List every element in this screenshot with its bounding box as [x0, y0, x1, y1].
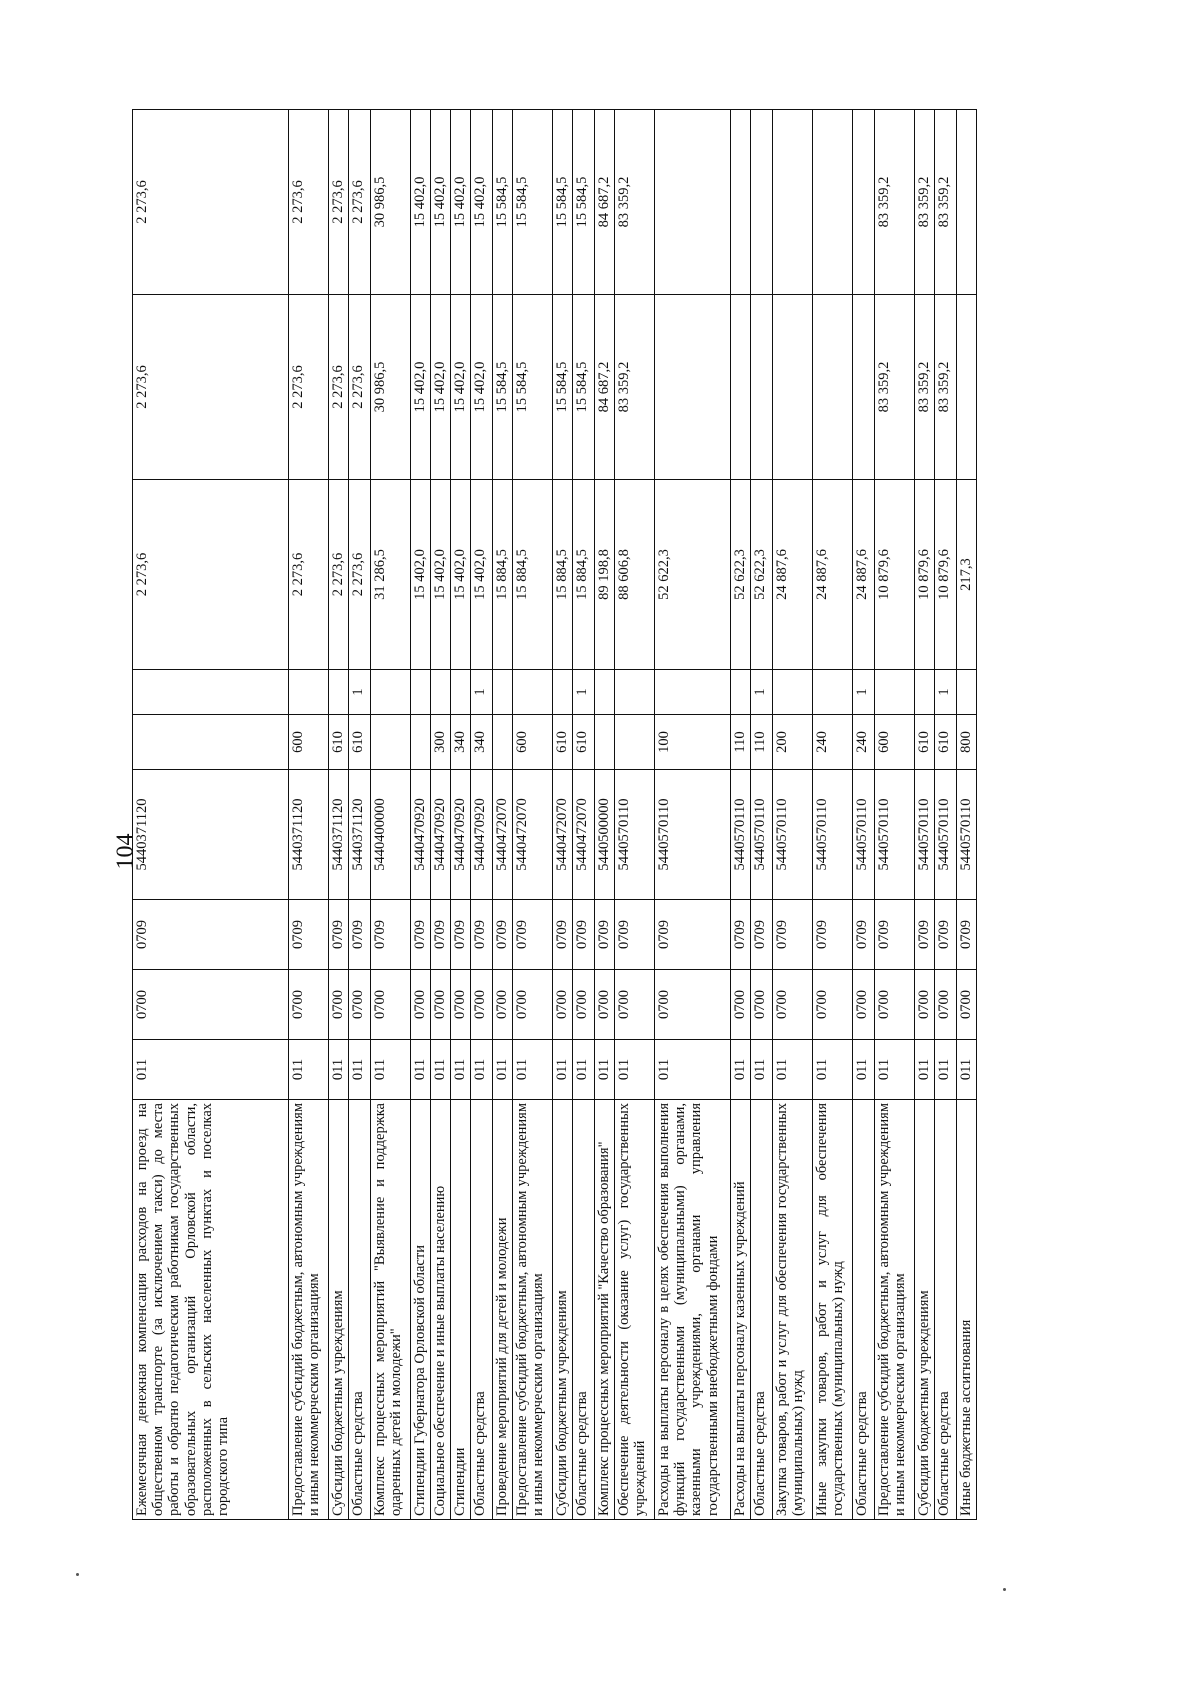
expense-type-code: 200 [773, 715, 813, 770]
grbs-code: 011 [615, 1040, 655, 1100]
section-code: 0700 [773, 970, 813, 1040]
subsection-code: 0709 [615, 900, 655, 970]
row-name: Предоставление субсидий бюджетным, автономным учреждениям и иным некоммерческим организациям [289, 1100, 329, 1520]
funding-mark: 1 [751, 670, 773, 715]
target-article-code: 5440371120 [349, 770, 371, 900]
amount-year-1: 10 879,6 [915, 480, 935, 670]
section-code: 0700 [595, 970, 615, 1040]
target-article-code: 5440470920 [471, 770, 493, 900]
subsection-code: 0709 [289, 900, 329, 970]
row-name: Социальное обеспечение и иные выплаты населению [431, 1100, 451, 1520]
amount-year-2: 83 359,2 [615, 295, 655, 480]
funding-mark [875, 670, 915, 715]
target-article-code: 5440570110 [655, 770, 731, 900]
amount-year-1: 15 402,0 [431, 480, 451, 670]
amount-year-1: 24 887,6 [813, 480, 853, 670]
amount-year-1: 15 884,5 [573, 480, 595, 670]
amount-year-2 [655, 295, 731, 480]
table-row [451, 110, 471, 1520]
amount-year-2: 15 584,5 [493, 295, 513, 480]
funding-mark [655, 670, 731, 715]
subsection-code: 0709 [329, 900, 349, 970]
table-row [773, 110, 813, 1520]
section-code: 0700 [431, 970, 451, 1040]
table-row [915, 110, 935, 1520]
funding-mark [615, 670, 655, 715]
grbs-code: 011 [289, 1040, 329, 1100]
grbs-code: 011 [731, 1040, 751, 1100]
amount-year-2: 15 584,5 [573, 295, 595, 480]
target-article-code: 5440470920 [431, 770, 451, 900]
amount-year-3: 84 687,2 [595, 110, 615, 295]
subsection-code: 0709 [451, 900, 471, 970]
table-row [751, 110, 773, 1520]
table-row [133, 110, 289, 1520]
row-name: Иные бюджетные ассигнования [957, 1100, 977, 1520]
target-article-code: 5440371120 [329, 770, 349, 900]
target-article-code: 5440472070 [553, 770, 573, 900]
amount-year-2: 2 273,6 [133, 295, 289, 480]
funding-mark [329, 670, 349, 715]
expense-type-code: 600 [875, 715, 915, 770]
amount-year-2: 2 273,6 [349, 295, 371, 480]
target-article-code: 5440570110 [915, 770, 935, 900]
row-name: Областные средства [853, 1100, 875, 1520]
table-row [371, 110, 411, 1520]
amount-year-1: 2 273,6 [133, 480, 289, 670]
grbs-code: 011 [349, 1040, 371, 1100]
amount-year-2 [813, 295, 853, 480]
section-code: 0700 [813, 970, 853, 1040]
subsection-code: 0709 [957, 900, 977, 970]
amount-year-2: 15 584,5 [553, 295, 573, 480]
target-article-code: 5440470920 [411, 770, 431, 900]
expense-type-code: 340 [471, 715, 493, 770]
amount-year-3: 83 359,2 [615, 110, 655, 295]
amount-year-2 [957, 295, 977, 480]
amount-year-3: 15 584,5 [573, 110, 595, 295]
grbs-code: 011 [773, 1040, 813, 1100]
amount-year-3 [813, 110, 853, 295]
funding-mark [133, 670, 289, 715]
section-code: 0700 [329, 970, 349, 1040]
funding-mark [553, 670, 573, 715]
expense-type-code [493, 715, 513, 770]
amount-year-1: 15 402,0 [451, 480, 471, 670]
target-article-code: 5440371120 [133, 770, 289, 900]
budget-table [132, 109, 977, 1520]
amount-year-3: 2 273,6 [133, 110, 289, 295]
table-row [813, 110, 853, 1520]
amount-year-3: 15 402,0 [471, 110, 493, 295]
grbs-code: 011 [875, 1040, 915, 1100]
section-code: 0700 [875, 970, 915, 1040]
table-row [853, 110, 875, 1520]
target-article-code: 5440570110 [957, 770, 977, 900]
subsection-code: 0709 [935, 900, 957, 970]
row-name: Проведение мероприятий для детей и молодежи [493, 1100, 513, 1520]
target-article-code: 5440472070 [493, 770, 513, 900]
grbs-code: 011 [371, 1040, 411, 1100]
amount-year-1: 24 887,6 [773, 480, 813, 670]
grbs-code: 011 [853, 1040, 875, 1100]
target-article-code: 5440570110 [935, 770, 957, 900]
section-code: 0700 [935, 970, 957, 1040]
amount-year-1: 89 198,8 [595, 480, 615, 670]
table-row [731, 110, 751, 1520]
row-name: Субсидии бюджетным учреждениям [329, 1100, 349, 1520]
row-name: Обеспечение деятельности (оказание услуг) государственных учреждений [615, 1100, 655, 1520]
subsection-code: 0709 [853, 900, 875, 970]
expense-type-code: 610 [329, 715, 349, 770]
amount-year-1: 15 402,0 [471, 480, 493, 670]
amount-year-3 [773, 110, 813, 295]
expense-type-code: 610 [349, 715, 371, 770]
subsection-code: 0709 [731, 900, 751, 970]
amount-year-3: 15 402,0 [451, 110, 471, 295]
funding-mark: 1 [349, 670, 371, 715]
section-code: 0700 [493, 970, 513, 1040]
expense-type-code: 300 [431, 715, 451, 770]
target-article-code: 5440570110 [853, 770, 875, 900]
expense-type-code: 110 [751, 715, 773, 770]
grbs-code: 011 [573, 1040, 595, 1100]
grbs-code: 011 [431, 1040, 451, 1100]
subsection-code: 0709 [773, 900, 813, 970]
amount-year-3: 15 402,0 [431, 110, 451, 295]
amount-year-3: 83 359,2 [915, 110, 935, 295]
grbs-code: 011 [813, 1040, 853, 1100]
amount-year-2 [731, 295, 751, 480]
amount-year-2: 83 359,2 [875, 295, 915, 480]
table-row [655, 110, 731, 1520]
amount-year-3: 30 986,5 [371, 110, 411, 295]
amount-year-2: 30 986,5 [371, 295, 411, 480]
amount-year-1: 24 887,6 [853, 480, 875, 670]
section-code: 0700 [615, 970, 655, 1040]
amount-year-3: 2 273,6 [289, 110, 329, 295]
amount-year-2: 84 687,2 [595, 295, 615, 480]
grbs-code: 011 [133, 1040, 289, 1100]
funding-mark: 1 [935, 670, 957, 715]
table-row [553, 110, 573, 1520]
funding-mark [493, 670, 513, 715]
section-code: 0700 [573, 970, 595, 1040]
row-name: Областные средства [349, 1100, 371, 1520]
amount-year-1: 52 622,3 [751, 480, 773, 670]
section-code: 0700 [915, 970, 935, 1040]
funding-mark [595, 670, 615, 715]
subsection-code: 0709 [813, 900, 853, 970]
row-name: Закупка товаров, работ и услуг для обеспечения государственных (муниципальных) нужд [773, 1100, 813, 1520]
expense-type-code: 610 [573, 715, 595, 770]
table-row [595, 110, 615, 1520]
amount-year-1: 2 273,6 [289, 480, 329, 670]
amount-year-3: 83 359,2 [935, 110, 957, 295]
target-article-code: 5440500000 [595, 770, 615, 900]
section-code: 0700 [853, 970, 875, 1040]
table-row [329, 110, 349, 1520]
table-row [493, 110, 513, 1520]
amount-year-1: 52 622,3 [731, 480, 751, 670]
row-name: Расходы на выплаты персоналу казенных учреждений [731, 1100, 751, 1520]
row-name: Расходы на выплаты персоналу в целях обеспечения выполнения функций государственными (муниципальными) органами, казенными учреждениями, органами управления государственными внебюджетными фондами [655, 1100, 731, 1520]
table-row [513, 110, 553, 1520]
expense-type-code: 100 [655, 715, 731, 770]
target-article-code: 5440570110 [813, 770, 853, 900]
funding-mark [411, 670, 431, 715]
amount-year-3: 83 359,2 [875, 110, 915, 295]
amount-year-2: 15 402,0 [471, 295, 493, 480]
amount-year-3: 15 584,5 [493, 110, 513, 295]
section-code: 0700 [471, 970, 493, 1040]
grbs-code: 011 [513, 1040, 553, 1100]
grbs-code: 011 [493, 1040, 513, 1100]
target-article-code: 5440570110 [751, 770, 773, 900]
row-name: Областные средства [573, 1100, 595, 1520]
subsection-code: 0709 [573, 900, 595, 970]
table-row [411, 110, 431, 1520]
amount-year-2: 15 584,5 [513, 295, 553, 480]
section-code: 0700 [513, 970, 553, 1040]
target-article-code: 5440371120 [289, 770, 329, 900]
table-row [573, 110, 595, 1520]
subsection-code: 0709 [875, 900, 915, 970]
row-name: Областные средства [471, 1100, 493, 1520]
amount-year-3 [957, 110, 977, 295]
amount-year-2: 2 273,6 [289, 295, 329, 480]
row-name: Предоставление субсидий бюджетным, автономным учреждениям и иным некоммерческим организациям [875, 1100, 915, 1520]
amount-year-2: 15 402,0 [411, 295, 431, 480]
grbs-code: 011 [471, 1040, 493, 1100]
amount-year-1: 88 606,8 [615, 480, 655, 670]
grbs-code: 011 [915, 1040, 935, 1100]
rotated-table-container [132, 110, 1064, 1520]
funding-mark [371, 670, 411, 715]
funding-mark [813, 670, 853, 715]
row-name: Предоставление субсидий бюджетным, автономным учреждениям и иным некоммерческим организациям [513, 1100, 553, 1520]
funding-mark [957, 670, 977, 715]
table-row [875, 110, 915, 1520]
row-name: Субсидии бюджетным учреждениям [915, 1100, 935, 1520]
amount-year-2: 83 359,2 [915, 295, 935, 480]
subsection-code: 0709 [595, 900, 615, 970]
target-article-code: 5440400000 [371, 770, 411, 900]
grbs-code: 011 [553, 1040, 573, 1100]
expense-type-code: 600 [513, 715, 553, 770]
amount-year-1: 10 879,6 [875, 480, 915, 670]
amount-year-1: 2 273,6 [349, 480, 371, 670]
target-article-code: 5440570110 [875, 770, 915, 900]
grbs-code: 011 [451, 1040, 471, 1100]
amount-year-2: 2 273,6 [329, 295, 349, 480]
grbs-code: 011 [595, 1040, 615, 1100]
amount-year-2: 15 402,0 [431, 295, 451, 480]
target-article-code: 5440470920 [451, 770, 471, 900]
expense-type-code: 610 [935, 715, 957, 770]
expense-type-code: 110 [731, 715, 751, 770]
expense-type-code [133, 715, 289, 770]
subsection-code: 0709 [431, 900, 451, 970]
section-code: 0700 [371, 970, 411, 1040]
subsection-code: 0709 [411, 900, 431, 970]
section-code: 0700 [411, 970, 431, 1040]
table-row [935, 110, 957, 1520]
subsection-code: 0709 [493, 900, 513, 970]
table-row [471, 110, 493, 1520]
funding-mark [915, 670, 935, 715]
amount-year-1: 15 884,5 [513, 480, 553, 670]
subsection-code: 0709 [513, 900, 553, 970]
table-row [615, 110, 655, 1520]
amount-year-1: 10 879,6 [935, 480, 957, 670]
section-code: 0700 [957, 970, 977, 1040]
table-row [349, 110, 371, 1520]
subsection-code: 0709 [553, 900, 573, 970]
funding-mark: 1 [853, 670, 875, 715]
row-name: Иные закупки товаров, работ и услуг для обеспечения государственных (муниципальных) нужд [813, 1100, 853, 1520]
target-article-code: 5440570110 [773, 770, 813, 900]
grbs-code: 011 [935, 1040, 957, 1100]
expense-type-code [371, 715, 411, 770]
amount-year-1: 52 622,3 [655, 480, 731, 670]
amount-year-2: 83 359,2 [935, 295, 957, 480]
funding-mark [513, 670, 553, 715]
funding-mark [289, 670, 329, 715]
funding-mark [773, 670, 813, 715]
row-name: Стипендии [451, 1100, 471, 1520]
funding-mark [731, 670, 751, 715]
target-article-code: 5440472070 [573, 770, 595, 900]
amount-year-1: 2 273,6 [329, 480, 349, 670]
funding-mark: 1 [471, 670, 493, 715]
amount-year-1: 31 286,5 [371, 480, 411, 670]
subsection-code: 0709 [133, 900, 289, 970]
amount-year-1: 217,3 [957, 480, 977, 670]
amount-year-3 [655, 110, 731, 295]
table-row [957, 110, 977, 1520]
grbs-code: 011 [329, 1040, 349, 1100]
scan-speck [76, 1573, 79, 1576]
funding-mark [431, 670, 451, 715]
grbs-code: 011 [655, 1040, 731, 1100]
page-number: 104 [112, 833, 139, 870]
section-code: 0700 [553, 970, 573, 1040]
grbs-code: 011 [751, 1040, 773, 1100]
row-name: Стипендии Губернатора Орловской области [411, 1100, 431, 1520]
expense-type-code: 240 [853, 715, 875, 770]
amount-year-3 [731, 110, 751, 295]
subsection-code: 0709 [471, 900, 493, 970]
amount-year-2 [751, 295, 773, 480]
expense-type-code [615, 715, 655, 770]
row-name: Ежемесячная денежная компенсация расходов на проезд на общественном транспорте (за исключением такси) до места работы и обратно педагогическим работникам государственных образовательных организаций Орловской области, расположенных в сельских населенных пунктах и поселках городского типа [133, 1100, 289, 1520]
section-code: 0700 [289, 970, 329, 1040]
expense-type-code [411, 715, 431, 770]
amount-year-3 [751, 110, 773, 295]
section-code: 0700 [731, 970, 751, 1040]
amount-year-2 [773, 295, 813, 480]
target-article-code: 5440472070 [513, 770, 553, 900]
amount-year-3: 15 584,5 [553, 110, 573, 295]
section-code: 0700 [655, 970, 731, 1040]
funding-mark: 1 [573, 670, 595, 715]
table-body [133, 110, 977, 1520]
table-row [431, 110, 451, 1520]
section-code: 0700 [349, 970, 371, 1040]
amount-year-1: 15 402,0 [411, 480, 431, 670]
row-name: Комплекс процессных мероприятий "Выявление и поддержка одаренных детей и молодежи" [371, 1100, 411, 1520]
amount-year-2: 15 402,0 [451, 295, 471, 480]
amount-year-1: 15 884,5 [493, 480, 513, 670]
funding-mark [451, 670, 471, 715]
row-name: Субсидии бюджетным учреждениям [553, 1100, 573, 1520]
row-name: Областные средства [751, 1100, 773, 1520]
amount-year-2 [853, 295, 875, 480]
subsection-code: 0709 [655, 900, 731, 970]
amount-year-3: 2 273,6 [349, 110, 371, 295]
expense-type-code: 340 [451, 715, 471, 770]
row-name: Комплекс процессных мероприятий "Качество образования" [595, 1100, 615, 1520]
grbs-code: 011 [957, 1040, 977, 1100]
target-article-code: 5440570110 [731, 770, 751, 900]
subsection-code: 0709 [751, 900, 773, 970]
expense-type-code: 800 [957, 715, 977, 770]
expense-type-code: 610 [553, 715, 573, 770]
subsection-code: 0709 [371, 900, 411, 970]
amount-year-3 [853, 110, 875, 295]
target-article-code: 5440570110 [615, 770, 655, 900]
grbs-code: 011 [411, 1040, 431, 1100]
amount-year-3: 15 584,5 [513, 110, 553, 295]
table-row [289, 110, 329, 1520]
amount-year-3: 2 273,6 [329, 110, 349, 295]
section-code: 0700 [451, 970, 471, 1040]
expense-type-code: 240 [813, 715, 853, 770]
scan-speck [1003, 1588, 1006, 1591]
row-name: Областные средства [935, 1100, 957, 1520]
amount-year-3: 15 402,0 [411, 110, 431, 295]
subsection-code: 0709 [915, 900, 935, 970]
expense-type-code: 610 [915, 715, 935, 770]
expense-type-code: 600 [289, 715, 329, 770]
expense-type-code [595, 715, 615, 770]
section-code: 0700 [751, 970, 773, 1040]
amount-year-1: 15 884,5 [553, 480, 573, 670]
section-code: 0700 [133, 970, 289, 1040]
subsection-code: 0709 [349, 900, 371, 970]
